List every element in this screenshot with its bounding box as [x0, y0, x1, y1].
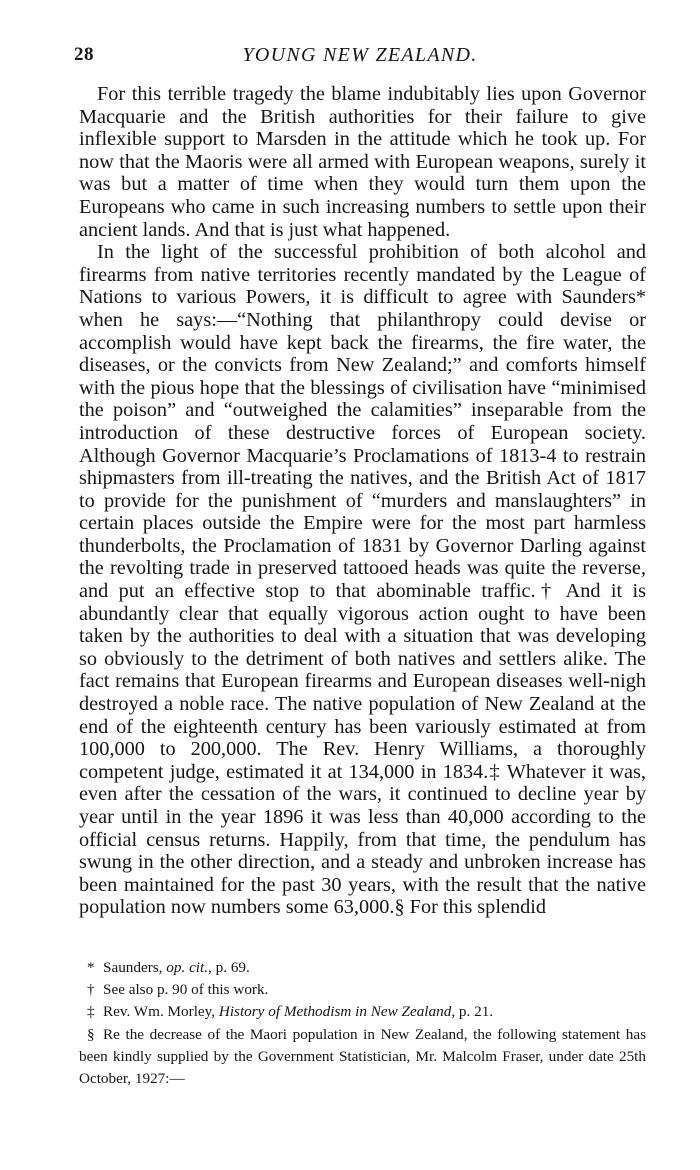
footnote-symbol: ‡	[87, 1003, 95, 1021]
running-title: YOUNG NEW ZEALAND.	[242, 44, 478, 66]
footnote-text: Rev. Wm. Morley,	[103, 1003, 219, 1021]
footnote-text: , p. 21.	[451, 1003, 494, 1021]
page-number: 28	[74, 44, 94, 65]
footnote-citation: op. cit.	[166, 959, 209, 976]
paragraph: In the light of the successful prohibition of both alcohol and firearms from native territories recently mandated by the League of Nations to various Powers, it is difficult to agree with Saunders* when he says:—“Nothing that philanthropy could devise or accomplish would have kept back the firearms, the fire water, the diseases, or the convicts from New Zealand;” and comforts himself with the pious hope that the blessings of civilisation have “minimised the poison” and “outweighed the calamities” inseparable from the introduction of these destructive forces of European society. Although Governor Macquarie’s Proclamations of 1813-4 to restrain shipmasters from ill-treating the natives, and the British Act of 1817 to provide for the punishment of “murders and manslaughters” in certain places outside the Empire were for the most part harmless thunderbolts, the Proclamation of 1831 by Governor Darling against the revolting trade in preserved tattooed heads was quite the reverse, and put an effective stop to that abominable traffic.† And it is abundantly clear that equally vigorous action ought to have been taken by the authorities to deal with a situation that was developing so obviously to the detriment of both natives and settlers alike. The fact remains that European firearms and European diseases well-nigh destroyed a noble race. The native population of New Zealand at the end of the eighteenth century has been variously estimated at from 100,000 to 200,000. The Rev. Henry Williams, a thoroughly competent judge, estimated it at 134,000 in 1834.‡ Whatever it was, even after the cessation of the wars, it continued to decline year by year until in the year 1896 it was less than 40,000 according to the official census returns. Happily, from that time, the pendulum has swung in the other direction, and a steady and unbroken increase has been maintained for the past 30 years, with the result that the native population now numbers some 63,000.§ For this splendid	[79, 241, 646, 919]
footnote	[79, 979, 646, 1001]
footnote-symbol: *	[87, 959, 95, 976]
footnotes	[79, 957, 646, 1090]
page-header	[74, 44, 646, 74]
footnote-symbol: †	[87, 981, 95, 999]
footnote-text: , p. 69.	[208, 959, 250, 976]
footnote-text: Re the decrease of the Maori population in New Zealand, the following statement has been kindly supplied by the Government Statistician, Mr. Malcolm Fraser, under date 25th October, 1927:—	[79, 1025, 646, 1088]
footnote	[79, 1024, 646, 1091]
body-text	[79, 83, 646, 919]
footnote-text: See also p. 90 of this work.	[103, 981, 269, 999]
footnote	[79, 1001, 646, 1023]
footnote-citation: History of Methodism in New Zealand	[218, 1003, 452, 1021]
footnote-symbol: §	[87, 1025, 95, 1043]
paragraph: For this terrible tragedy the blame indubitably lies upon Governor Macquarie and the British authorities for their failure to give inflexible support to Marsden in the attitude which he took up. For now that the Maoris were all armed with European weapons, surely it was but a matter of time when they would turn them upon the Europeans who came in such increasing numbers to settle upon their ancient lands. And that is just what happened.	[79, 83, 646, 241]
footnote	[79, 957, 646, 979]
footnote-text: Saunders,	[103, 959, 167, 976]
